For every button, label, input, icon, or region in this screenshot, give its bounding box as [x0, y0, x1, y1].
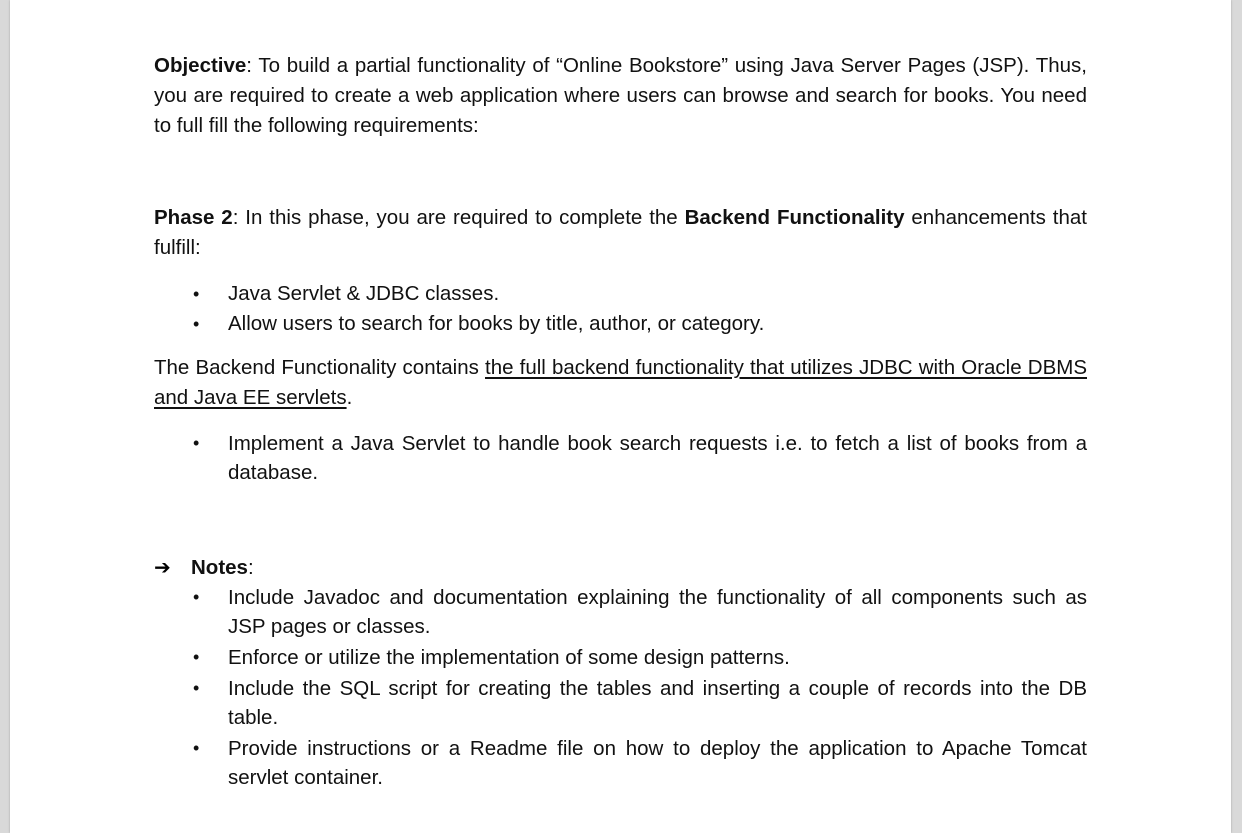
list-item-text: Java Servlet & JDBC classes. [228, 282, 500, 305]
phase-paragraph [154, 203, 1087, 263]
list-item [154, 429, 1087, 487]
list-item-text: Include the SQL script for creating the tables and inserting a couple of records into the DB table. [228, 677, 1087, 729]
list-item [154, 583, 1087, 641]
document-page [10, 0, 1231, 833]
bullet-icon: • [193, 647, 200, 667]
bullet-icon: • [193, 284, 200, 304]
phase-label: Phase 2 [154, 206, 233, 229]
bullet-icon: • [193, 314, 200, 334]
bullet-icon: • [193, 433, 200, 453]
phase-text-before: : In this phase, you are required to complete the [232, 206, 685, 229]
list-item-text: Provide instructions or a Readme file on how to deploy the application to Apache Tomcat servlet container. [228, 737, 1087, 789]
phase-bullet-list [154, 279, 1087, 339]
list-item-text: Allow users to search for books by title, author, or category. [228, 312, 765, 335]
bullet-icon: • [193, 738, 200, 758]
objective-paragraph [154, 51, 1087, 141]
backend-text-after: . [346, 386, 353, 409]
notes-heading [154, 553, 1087, 583]
notes-label: Notes [191, 556, 248, 579]
page-content [154, 51, 1087, 794]
list-item-text: Implement a Java Servlet to handle book search requests i.e. to fetch a list of books from a database. [228, 432, 1087, 484]
list-item [154, 279, 1087, 309]
backend-paragraph [154, 353, 1087, 413]
list-item [154, 309, 1087, 339]
phase-emphasis: Backend Functionality [684, 206, 905, 229]
backend-underlined: the full backend functionality that utilizes JDBC with Oracle DBMS and Java EE servlets [154, 356, 1087, 409]
objective-label: Objective [154, 54, 247, 77]
bullet-icon: • [193, 678, 200, 698]
list-item [154, 734, 1087, 792]
arrow-right-icon: ➔ [154, 557, 171, 579]
objective-text: : To build a partial functionality of “Online Bookstore” using Java Server Pages (JSP). Thus, you are required to create a web application where users can browse and search for books. You need to full fill the following requirements: [154, 54, 1087, 137]
phase-text-after: enhancements that fulfill: [154, 206, 1087, 259]
backend-bullet-list [154, 429, 1087, 487]
notes-colon: : [247, 556, 254, 579]
notes-bullet-list [154, 583, 1087, 792]
list-item-text: Include Javadoc and documentation explaining the functionality of all components such as JSP pages or classes. [228, 586, 1087, 638]
list-item [154, 674, 1087, 732]
list-item-text: Enforce or utilize the implementation of some design patterns. [228, 646, 790, 669]
bullet-icon: • [193, 587, 200, 607]
backend-text-before: The Backend Functionality contains [154, 356, 486, 379]
list-item [154, 643, 1087, 672]
